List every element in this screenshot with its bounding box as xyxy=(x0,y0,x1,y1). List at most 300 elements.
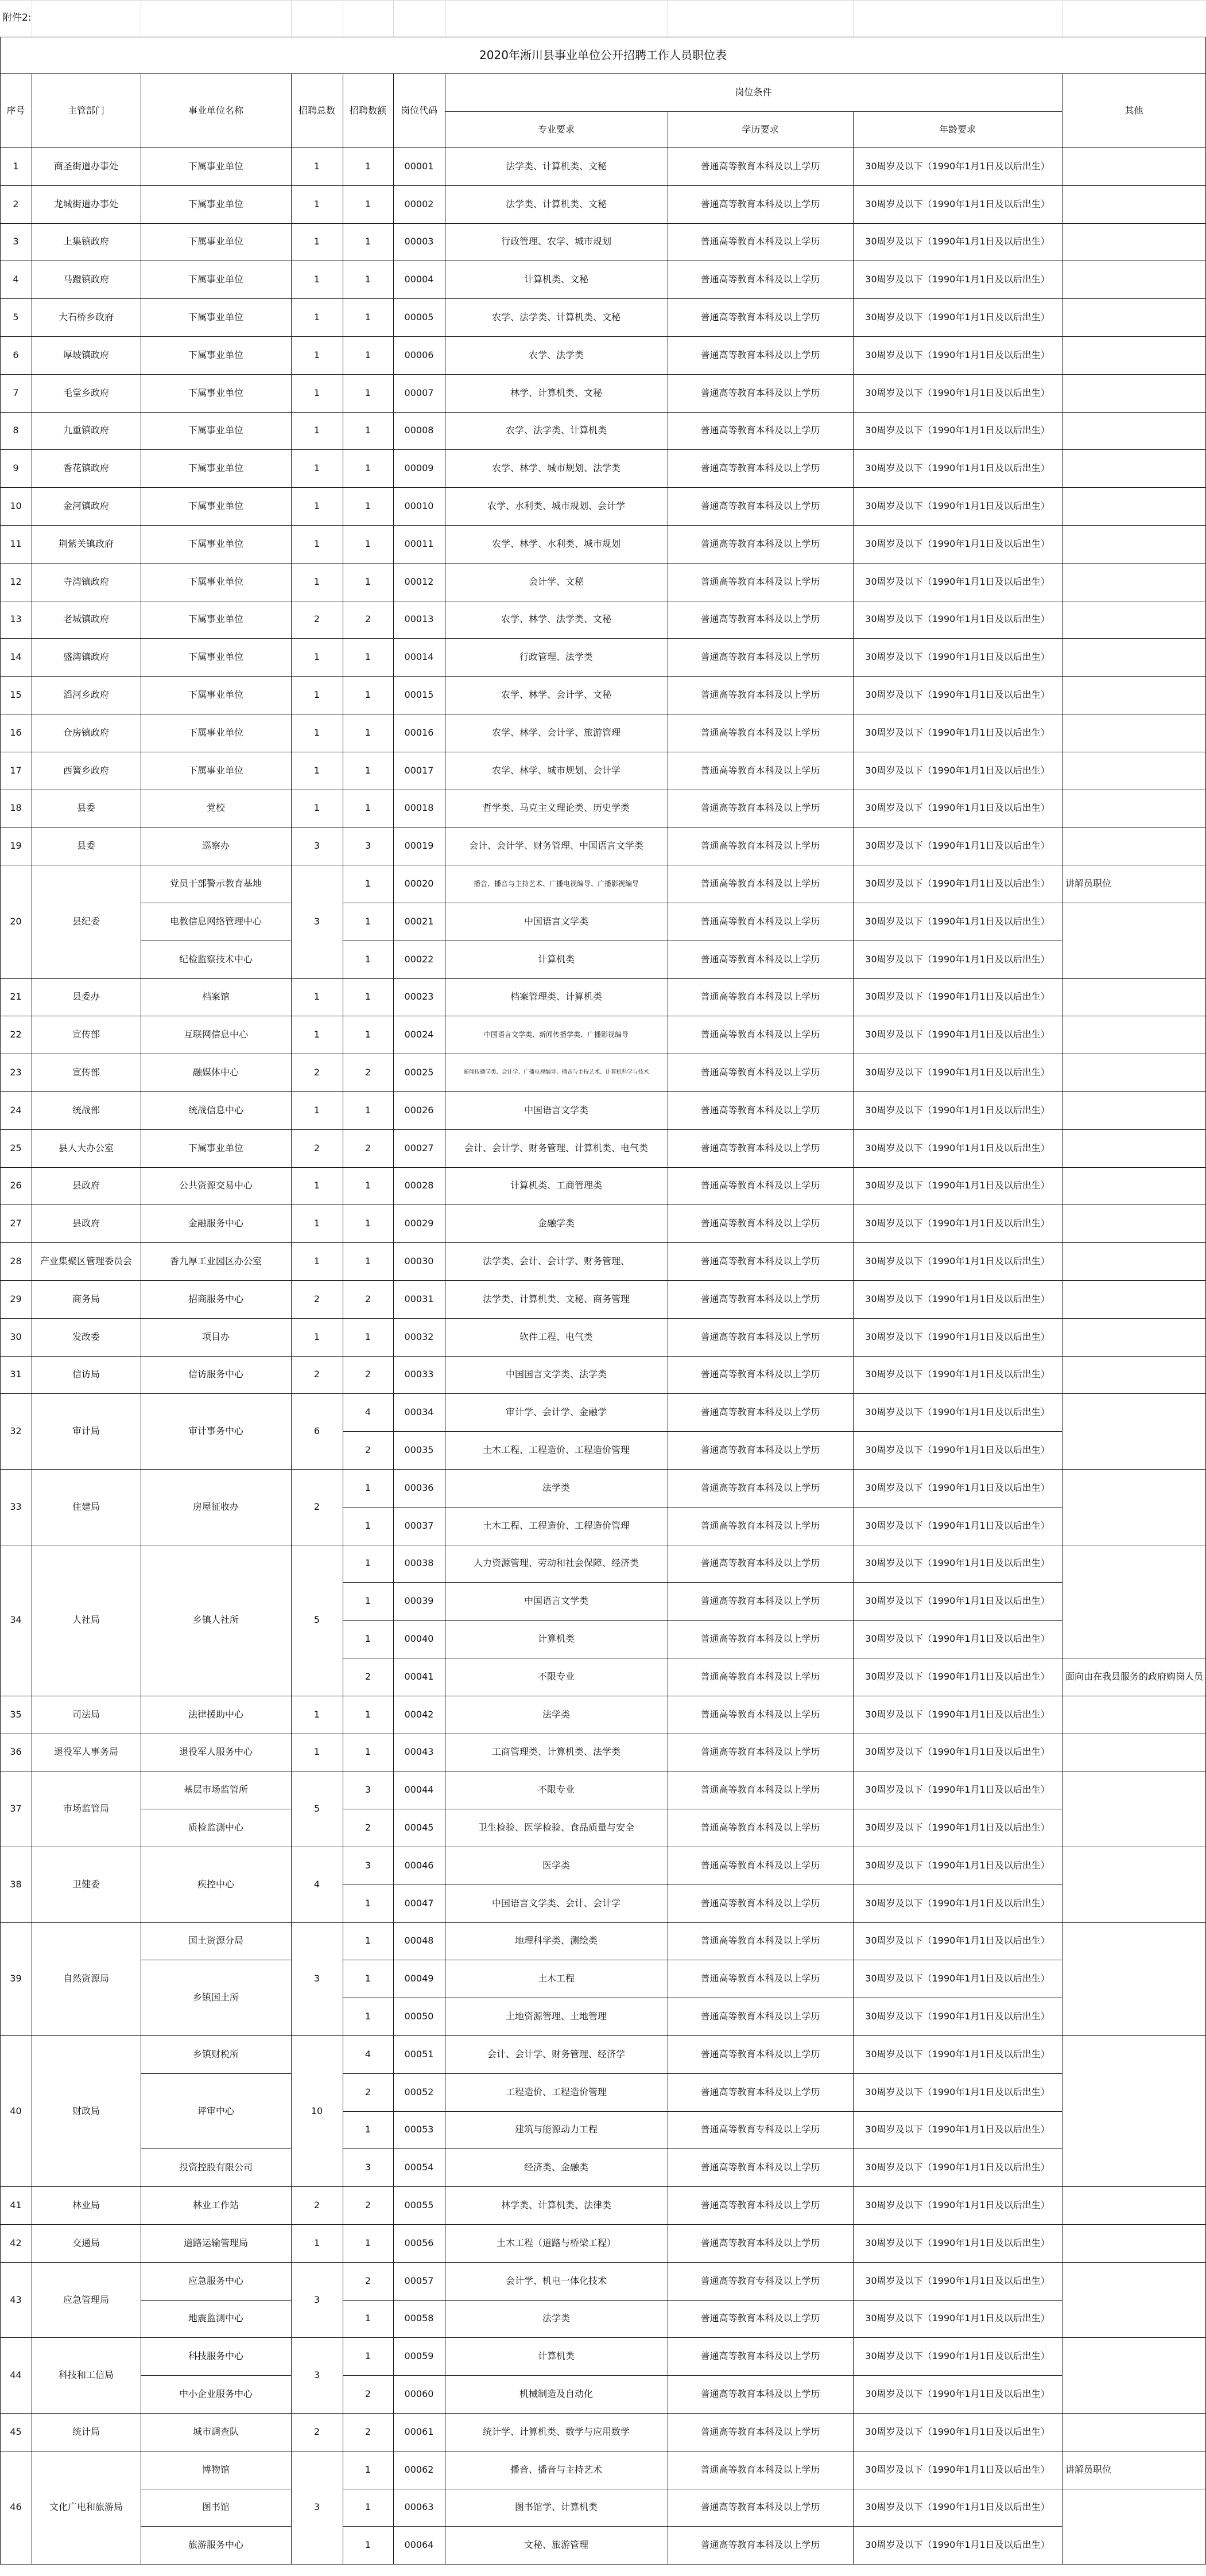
grid-line xyxy=(445,111,1062,112)
age-cell: 30周岁及以下（1990年1月1日及以后出生） xyxy=(865,840,1050,852)
major-cell: 人力资源管理、劳动和社会保障、经济类 xyxy=(473,1557,639,1569)
age-cell: 30周岁及以下（1990年1月1日及以后出生） xyxy=(865,274,1050,285)
count-cell: 1 xyxy=(364,2539,371,2551)
total-cell: 1 xyxy=(313,312,320,323)
grid-line xyxy=(0,223,1,261)
seq-cell: 23 xyxy=(10,1067,22,1078)
dept-cell: 自然资源局 xyxy=(63,1973,109,1984)
grid-line xyxy=(291,412,292,450)
major-cell: 土木工程、工程造价、工程造价管理 xyxy=(482,1444,630,1456)
count-cell: 3 xyxy=(364,1784,371,1796)
count-cell: 1 xyxy=(364,2124,371,2135)
unit-cell: 下属事业单位 xyxy=(188,538,243,549)
unit-cell: 下属事业单位 xyxy=(188,689,243,701)
seq-cell: 36 xyxy=(10,1746,22,1758)
grid-line xyxy=(291,1016,292,1054)
unit-cell: 香九厚工业园区办公室 xyxy=(169,1256,262,1267)
age-cell: 30周岁及以下（1990年1月1日及以后出生） xyxy=(865,1029,1050,1040)
major-cell: 农学、林学、会计学、文秘 xyxy=(501,689,611,701)
age-cell: 30周岁及以下（1990年1月1日及以后出生） xyxy=(865,1067,1050,1078)
edu-cell: 普通高等教育本科及以上学历 xyxy=(700,1104,820,1116)
count-cell: 2 xyxy=(364,1444,371,1456)
code-cell: 00057 xyxy=(404,2275,434,2286)
count-cell: 2 xyxy=(364,613,371,625)
edu-cell: 普通高等教育本科及以上学历 xyxy=(700,1406,820,1418)
edu-cell: 普通高等教育本科及以上学历 xyxy=(700,1822,820,1833)
grid-line xyxy=(853,298,854,336)
age-cell: 30周岁及以下（1990年1月1日及以后出生） xyxy=(865,1633,1050,1645)
edu-cell: 普通高等教育本科及以上学历 xyxy=(700,1293,820,1304)
grid-line xyxy=(0,2337,1,2413)
total-cell: 1 xyxy=(313,349,320,360)
unit-cell: 乡镇国土所 xyxy=(192,1992,239,2003)
grid-line xyxy=(853,638,854,676)
major-cell: 会计、会计学、财务管理、中国语言文学类 xyxy=(468,840,643,852)
edu-cell: 普通高等教育本科及以上学历 xyxy=(700,915,820,927)
unit-cell: 招商服务中心 xyxy=(188,1293,243,1304)
dept-cell: 住建局 xyxy=(72,1501,100,1512)
total-cell: 1 xyxy=(313,2237,320,2248)
grid-line xyxy=(853,1469,854,1545)
edu-cell: 普通高等教育本科及以上学历 xyxy=(700,2388,820,2400)
code-cell: 00041 xyxy=(404,1670,434,1682)
age-cell: 30周岁及以下（1990年1月1日及以后出生） xyxy=(865,576,1050,587)
dept-cell: 滔河乡政府 xyxy=(63,689,109,701)
grid-line xyxy=(343,2300,1062,2301)
grid-line xyxy=(0,37,1,73)
grid-line xyxy=(291,2035,292,2186)
grid-line xyxy=(853,412,854,450)
age-cell: 30周岁及以下（1990年1月1日及以后出生） xyxy=(865,1557,1050,1569)
unit-cell: 旅游服务中心 xyxy=(188,2539,243,2551)
code-cell: 00044 xyxy=(404,1784,434,1796)
major-cell: 播音、播音与主持艺术 xyxy=(510,2464,602,2475)
major-cell: 土木工程（道路与桥梁工程） xyxy=(496,2237,616,2248)
edu-cell: 普通高等教育本科及以上学历 xyxy=(700,1067,820,1078)
edu-cell: 普通高等教育本科及以上学历 xyxy=(700,802,820,814)
seq-cell: 6 xyxy=(13,349,19,360)
unit-cell: 乡镇财税所 xyxy=(192,2048,239,2060)
major-cell: 经济类、金融类 xyxy=(523,2162,588,2173)
code-cell: 00015 xyxy=(404,689,434,701)
age-cell: 30周岁及以下（1990年1月1日及以后出生） xyxy=(865,991,1050,1003)
edu-cell: 普通高等教育本科及以上学历 xyxy=(700,1973,820,1984)
count-cell: 2 xyxy=(364,2426,371,2437)
grid-line xyxy=(853,1734,854,1771)
age-cell: 30周岁及以下（1990年1月1日及以后出生） xyxy=(865,1256,1050,1267)
edu-cell: 普通高等教育本科及以上学历 xyxy=(700,538,820,549)
unit-cell: 应急服务中心 xyxy=(188,2275,243,2286)
dept-cell: 县委办 xyxy=(72,991,100,1003)
grid-line xyxy=(393,638,394,676)
count-cell: 1 xyxy=(364,425,371,436)
age-cell: 30周岁及以下（1990年1月1日及以后出生） xyxy=(865,160,1050,172)
count-cell: 1 xyxy=(364,312,371,323)
age-cell: 30周岁及以下（1990年1月1日及以后出生） xyxy=(865,2200,1050,2211)
header-age: 年龄要求 xyxy=(939,123,976,135)
seq-cell: 16 xyxy=(10,726,22,738)
major-cell: 计算机类 xyxy=(537,1633,575,1645)
grid-line xyxy=(853,714,854,752)
unit-cell: 下属事业单位 xyxy=(188,198,243,209)
grid-line xyxy=(0,449,1,487)
grid-line xyxy=(0,2564,1206,2565)
major-cell: 会计、会计学、财务管理、计算机类、电气类 xyxy=(464,1142,648,1153)
grid-line xyxy=(291,1696,292,1734)
unit-cell: 档案馆 xyxy=(201,991,230,1003)
seq-cell: 20 xyxy=(10,915,22,927)
age-cell: 30周岁及以下（1990年1月1日及以后出生） xyxy=(865,802,1050,814)
grid-line xyxy=(853,1129,854,1167)
count-cell: 1 xyxy=(364,915,371,927)
dept-cell: 统计局 xyxy=(72,2426,100,2437)
unit-cell: 信访服务中心 xyxy=(188,1369,243,1380)
age-cell: 30周岁及以下（1990年1月1日及以后出生） xyxy=(865,915,1050,927)
unit-cell: 下属事业单位 xyxy=(188,1142,243,1153)
grid-line xyxy=(853,865,854,978)
total-cell: 1 xyxy=(313,1104,320,1116)
code-cell: 00003 xyxy=(404,236,434,247)
edu-cell: 普通高等教育本科及以上学历 xyxy=(700,1595,820,1607)
grid-line xyxy=(393,223,394,261)
grid-line xyxy=(291,1393,292,1469)
total-cell: 1 xyxy=(313,764,320,776)
total-cell: 1 xyxy=(313,500,320,512)
grid-line xyxy=(0,714,1,752)
grid-line xyxy=(393,487,394,525)
other-cell: 讲解员职位 xyxy=(1065,2464,1112,2475)
edu-cell: 普通高等教育本科及以上学历 xyxy=(700,1670,820,1682)
code-cell: 00005 xyxy=(404,312,434,323)
edu-cell: 普通高等教育本科及以上学历 xyxy=(700,160,820,172)
count-cell: 1 xyxy=(364,764,371,776)
major-cell: 中国语言文学类 xyxy=(523,1104,588,1116)
seq-cell: 46 xyxy=(10,2501,22,2513)
header-seq: 序号 xyxy=(6,104,25,116)
count-cell: 1 xyxy=(364,1633,371,1645)
seq-cell: 11 xyxy=(10,538,22,549)
grid-line xyxy=(853,1205,854,1242)
unit-cell: 法律援助中心 xyxy=(188,1708,243,1720)
code-cell: 00027 xyxy=(404,1142,434,1153)
grid-line xyxy=(853,676,854,714)
dept-cell: 财政局 xyxy=(72,2105,100,2116)
age-cell: 30周岁及以下（1990年1月1日及以后出生） xyxy=(865,1784,1050,1796)
grid-line xyxy=(853,374,854,412)
total-cell: 2 xyxy=(313,2426,320,2437)
major-cell: 农学、林学、水利类、城市规划 xyxy=(491,538,621,549)
seq-cell: 25 xyxy=(10,1142,22,1153)
major-cell: 农学、林学、法学类、文秘 xyxy=(501,613,611,625)
code-cell: 00002 xyxy=(404,198,434,209)
edu-cell: 普通高等教育本科及以上学历 xyxy=(700,2011,820,2022)
grid-line xyxy=(0,1054,1,1091)
major-cell: 不限专业 xyxy=(537,1784,575,1796)
major-cell: 档案管理类、计算机类 xyxy=(510,991,602,1003)
seq-cell: 29 xyxy=(10,1293,22,1304)
edu-cell: 普通高等教育本科及以上学历 xyxy=(700,651,820,663)
count-cell: 2 xyxy=(364,1142,371,1153)
grid-line xyxy=(853,2451,854,2564)
count-cell: 1 xyxy=(364,463,371,474)
edu-cell: 普通高等教育本科及以上学历 xyxy=(700,198,820,209)
unit-cell: 道路运输管理局 xyxy=(183,2237,248,2248)
grid-line xyxy=(853,1091,854,1129)
age-cell: 30周岁及以下（1990年1月1日及以后出生） xyxy=(865,1406,1050,1418)
edu-cell: 普通高等教育专科及以上学历 xyxy=(700,2275,820,2286)
edu-cell: 普通高等教育本科及以上学历 xyxy=(700,1180,820,1191)
grid-line xyxy=(343,2375,1062,2376)
edu-cell: 普通高等教育本科及以上学历 xyxy=(700,1142,820,1153)
major-cell: 法学类、计算机类、文秘、商务管理 xyxy=(482,1293,630,1304)
dept-cell: 龙城街道办事处 xyxy=(53,198,118,209)
code-cell: 00040 xyxy=(404,1633,434,1645)
grid-line xyxy=(0,1356,1,1394)
count-cell: 1 xyxy=(364,953,371,965)
unit-cell: 城市调查队 xyxy=(192,2426,239,2437)
code-cell: 00034 xyxy=(404,1406,434,1418)
unit-cell: 下属事业单位 xyxy=(188,160,243,172)
count-cell: 4 xyxy=(364,1406,371,1418)
count-cell: 1 xyxy=(364,387,371,398)
unit-cell: 下属事业单位 xyxy=(188,387,243,398)
seq-cell: 32 xyxy=(10,1425,22,1437)
count-cell: 2 xyxy=(364,1369,371,1380)
grid-line xyxy=(0,487,1,525)
dept-cell: 人社局 xyxy=(72,1614,100,1626)
age-cell: 30周岁及以下（1990年1月1日及以后出生） xyxy=(865,2388,1050,2400)
header-count: 招聘数额 xyxy=(349,104,386,116)
major-cell: 不限专业 xyxy=(537,1670,575,1682)
age-cell: 30周岁及以下（1990年1月1日及以后出生） xyxy=(865,1897,1050,1909)
dept-cell: 应急管理局 xyxy=(63,2294,109,2305)
count-cell: 1 xyxy=(364,1256,371,1267)
dept-cell: 司法局 xyxy=(72,1708,100,1720)
seq-cell: 18 xyxy=(10,802,22,814)
unit-cell: 项目办 xyxy=(201,1331,230,1342)
code-cell: 00050 xyxy=(404,2011,434,2022)
age-cell: 30周岁及以下（1990年1月1日及以后出生） xyxy=(865,1973,1050,1984)
grid-line xyxy=(0,73,1206,74)
unit-cell: 投资控股有限公司 xyxy=(179,2162,253,2173)
total-cell: 3 xyxy=(313,2294,320,2305)
count-cell: 1 xyxy=(364,160,371,172)
age-cell: 30周岁及以下（1990年1月1日及以后出生） xyxy=(865,726,1050,738)
major-cell: 中国语言文学类、会计、会计学 xyxy=(491,1897,621,1909)
edu-cell: 普通高等教育本科及以上学历 xyxy=(700,1859,820,1871)
count-cell: 2 xyxy=(364,1670,371,1682)
dept-cell: 盛湾镇政府 xyxy=(63,651,109,663)
major-cell: 计算机类、工商管理类 xyxy=(510,1180,602,1191)
unit-cell: 下属事业单位 xyxy=(188,463,243,474)
total-cell: 6 xyxy=(313,1425,320,1437)
seq-cell: 21 xyxy=(10,991,22,1003)
major-cell: 法学类、计算机类、文秘 xyxy=(505,198,607,209)
grid-line xyxy=(0,1393,1,1469)
grid-line xyxy=(0,412,1,450)
unit-cell: 下属事业单位 xyxy=(188,274,243,285)
dept-cell: 审计局 xyxy=(72,1425,100,1437)
total-cell: 2 xyxy=(313,1369,320,1380)
seq-cell: 12 xyxy=(10,576,22,587)
count-cell: 1 xyxy=(364,274,371,285)
age-cell: 30周岁及以下（1990年1月1日及以后出生） xyxy=(865,1444,1050,1456)
age-cell: 30周岁及以下（1990年1月1日及以后出生） xyxy=(865,2275,1050,2286)
grid-line xyxy=(393,2451,394,2564)
count-cell: 1 xyxy=(364,236,371,247)
age-cell: 30周岁及以下（1990年1月1日及以后出生） xyxy=(865,500,1050,512)
total-cell: 3 xyxy=(313,2369,320,2381)
grid-line xyxy=(853,2413,854,2451)
count-cell: 1 xyxy=(364,1029,371,1040)
grid-line xyxy=(853,563,854,601)
unit-cell: 融媒体中心 xyxy=(192,1067,239,1078)
dept-cell: 九重镇政府 xyxy=(63,425,109,436)
count-cell: 1 xyxy=(364,2464,371,2475)
total-cell: 1 xyxy=(313,1218,320,1229)
grid-line xyxy=(393,525,394,563)
code-cell: 00042 xyxy=(404,1708,434,1720)
code-cell: 00063 xyxy=(404,2501,434,2513)
edu-cell: 普通高等教育本科及以上学历 xyxy=(700,1897,820,1909)
major-cell: 文秘、旅游管理 xyxy=(523,2539,588,2551)
grid-line xyxy=(291,1734,292,1771)
grid-line xyxy=(393,449,394,487)
grid-line xyxy=(291,147,292,185)
grid-line xyxy=(343,1431,1062,1432)
count-cell: 1 xyxy=(364,991,371,1003)
grid-line xyxy=(0,790,1,827)
grid-line xyxy=(0,2186,1,2224)
grid-line xyxy=(853,0,854,37)
total-cell: 1 xyxy=(313,236,320,247)
total-cell: 1 xyxy=(313,689,320,701)
age-cell: 30周岁及以下（1990年1月1日及以后出生） xyxy=(865,1746,1050,1758)
seq-cell: 45 xyxy=(10,2426,22,2437)
major-cell: 工程造价、工程造价管理 xyxy=(505,2086,607,2097)
code-cell: 00049 xyxy=(404,1973,434,1984)
code-cell: 00009 xyxy=(404,463,434,474)
edu-cell: 普通高等教育本科及以上学历 xyxy=(700,1935,820,1946)
code-cell: 00008 xyxy=(404,425,434,436)
grid-line xyxy=(853,336,854,374)
total-cell: 2 xyxy=(313,1293,320,1304)
code-cell: 00011 xyxy=(404,538,434,549)
total-cell: 1 xyxy=(313,651,320,663)
count-cell: 1 xyxy=(364,576,371,587)
dept-cell: 产业集聚区管理委员会 xyxy=(40,1256,132,1267)
edu-cell: 普通高等教育本科及以上学历 xyxy=(700,991,820,1003)
edu-cell: 普通高等教育本科及以上学历 xyxy=(700,463,820,474)
grid-line xyxy=(393,147,394,185)
grid-line xyxy=(0,1242,1,1280)
dept-cell: 荆紫关镇政府 xyxy=(58,538,114,549)
major-cell: 法学类、计算机类、文秘 xyxy=(505,160,607,172)
code-cell: 00059 xyxy=(404,2350,434,2362)
edu-cell: 普通高等教育本科及以上学历 xyxy=(700,613,820,625)
major-cell: 会计学、机电一体化技术 xyxy=(505,2275,607,2286)
count-cell: 1 xyxy=(364,2237,371,2248)
seq-cell: 37 xyxy=(10,1803,22,1815)
grid-line xyxy=(393,1356,394,1394)
code-cell: 00017 xyxy=(404,764,434,776)
grid-line xyxy=(393,2224,394,2262)
grid-line xyxy=(393,412,394,450)
count-cell: 1 xyxy=(364,538,371,549)
grid-line xyxy=(393,2262,394,2338)
dept-cell: 县政府 xyxy=(72,1180,100,1191)
header-other: 其他 xyxy=(1124,104,1143,116)
seq-cell: 40 xyxy=(10,2105,22,2116)
count-cell: 2 xyxy=(364,1293,371,1304)
dept-cell: 商圣街道办事处 xyxy=(53,160,118,172)
total-cell: 1 xyxy=(313,198,320,209)
grid-line xyxy=(0,752,1,790)
age-cell: 30周岁及以下（1990年1月1日及以后出生） xyxy=(865,2501,1050,2513)
age-cell: 30周岁及以下（1990年1月1日及以后出生） xyxy=(865,1180,1050,1191)
unit-cell: 下属事业单位 xyxy=(188,576,243,587)
major-cell: 林学、计算机类、文秘 xyxy=(510,387,602,398)
edu-cell: 普通高等教育本科及以上学历 xyxy=(700,1218,820,1229)
grid-line xyxy=(291,2224,292,2262)
code-cell: 00051 xyxy=(404,2048,434,2060)
code-cell: 00052 xyxy=(404,2086,434,2097)
count-cell: 1 xyxy=(364,1482,371,1493)
age-cell: 30周岁及以下（1990年1月1日及以后出生） xyxy=(865,2313,1050,2324)
grid-line xyxy=(853,1054,854,1091)
grid-line xyxy=(291,185,292,223)
code-cell: 00033 xyxy=(404,1369,434,1380)
grid-line xyxy=(0,1771,1,1847)
grid-line xyxy=(853,1167,854,1205)
count-cell: 1 xyxy=(364,726,371,738)
grid-line xyxy=(291,2413,292,2451)
grid-line xyxy=(291,1242,292,1280)
grid-line xyxy=(853,752,854,790)
total-cell: 1 xyxy=(313,160,320,172)
grid-line xyxy=(291,1545,292,1696)
grid-line xyxy=(853,449,854,487)
grid-line xyxy=(0,563,1,601)
seq-cell: 17 xyxy=(10,764,22,776)
grid-line xyxy=(0,1734,1,1771)
major-cell: 农学、水利类、城市规划、会计学 xyxy=(487,500,625,512)
total-cell: 3 xyxy=(313,1973,320,1984)
grid-line xyxy=(853,827,854,865)
grid-line xyxy=(393,1771,394,1847)
grid-line xyxy=(0,827,1,865)
grid-line xyxy=(393,1696,394,1734)
grid-line xyxy=(291,223,292,261)
unit-cell: 下属事业单位 xyxy=(188,349,243,360)
count-cell: 1 xyxy=(364,1218,371,1229)
seq-cell: 41 xyxy=(10,2200,22,2211)
unit-cell: 中小企业服务中心 xyxy=(179,2388,253,2400)
dept-cell: 宣传部 xyxy=(72,1029,100,1040)
count-cell: 2 xyxy=(364,2086,371,2097)
major-cell: 中国语言文学类 xyxy=(523,1595,588,1607)
grid-line xyxy=(0,2413,1,2451)
code-cell: 00036 xyxy=(404,1482,434,1493)
age-cell: 30周岁及以下（1990年1月1日及以后出生） xyxy=(865,236,1050,247)
grid-line xyxy=(853,978,854,1016)
edu-cell: 普通高等教育本科及以上学历 xyxy=(700,1482,820,1493)
age-cell: 30周岁及以下（1990年1月1日及以后出生） xyxy=(865,2124,1050,2135)
unit-cell: 疾控中心 xyxy=(197,1878,234,1890)
grid-line xyxy=(291,298,292,336)
grid-line xyxy=(0,1205,1,1242)
grid-line xyxy=(0,601,1,639)
